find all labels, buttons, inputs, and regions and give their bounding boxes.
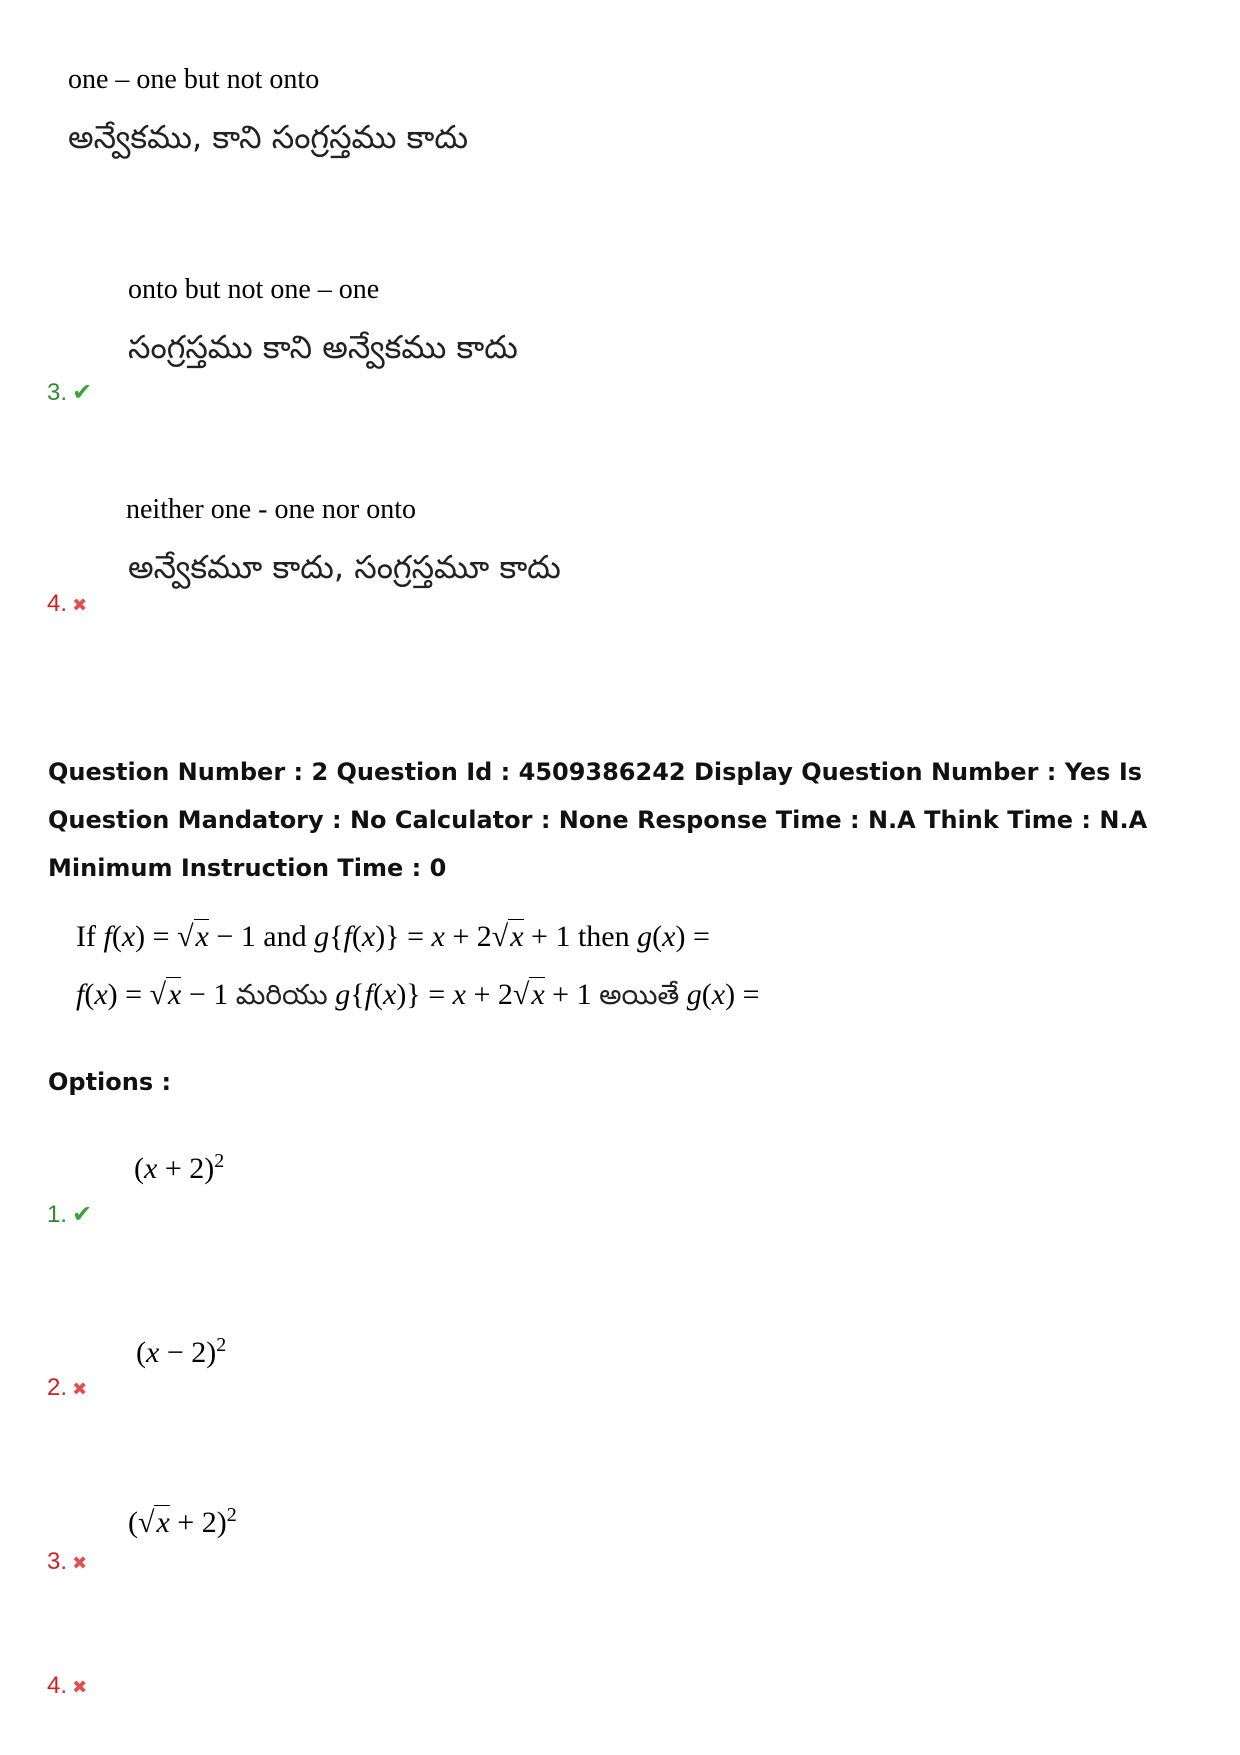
prev-option4-marker bbox=[47, 590, 87, 618]
prev-option2-telugu: అన్వేకము, కాని సంగ్రస్తము కాదు bbox=[68, 118, 469, 156]
question-and: and bbox=[263, 920, 307, 953]
question-te-and: మరియు bbox=[235, 978, 328, 1011]
option-2-math: $(x - 2)^2$ bbox=[136, 1334, 227, 1369]
prev-option4-number: 4. bbox=[47, 590, 68, 617]
prev-option3-english: onto but not one – one bbox=[128, 274, 380, 305]
prev-option4-telugu: అన్వేకమూ కాదు, సంగ్రస్తమూ కాదు bbox=[128, 548, 561, 586]
cross-icon: ✖ bbox=[72, 1379, 88, 1400]
options-label: Options : bbox=[48, 1068, 172, 1096]
check-icon: ✔ bbox=[72, 1200, 93, 1228]
option-2-number: 2. bbox=[47, 1374, 68, 1401]
prev-option2-english: one – one but not onto bbox=[68, 64, 320, 95]
cross-icon: ✖ bbox=[72, 1553, 88, 1574]
question-then: then bbox=[577, 920, 630, 953]
cross-icon: ✖ bbox=[72, 595, 88, 616]
question-text-telugu: f(x) = √x − 1 మరియు g{f(x)} = x + 2√x + 1 అయితే g(x) = bbox=[76, 978, 760, 1011]
question-if: If bbox=[76, 920, 96, 953]
prev-option3-telugu: సంగ్రస్తము కాని అన్వేకము కాదు bbox=[128, 328, 518, 366]
option-3-number: 3. bbox=[47, 1548, 68, 1575]
prev-option3-number: 3. bbox=[47, 379, 68, 406]
option-1-math: $(x + 2)^2$ bbox=[134, 1150, 225, 1185]
option-4-marker bbox=[47, 1672, 87, 1700]
question-meta: Question Number : 2 Question Id : 4509386242 Display Question Number : Yes Is Question Mandatory : No Calculator : None Response Time : N.A Think Time : N.A Minimum Instruction Time : 0 bbox=[48, 758, 1148, 882]
option-3-marker bbox=[47, 1548, 87, 1576]
option-4-number: 4. bbox=[47, 1672, 68, 1699]
cross-icon: ✖ bbox=[72, 1677, 88, 1698]
option-1-marker bbox=[47, 1200, 92, 1229]
prev-option4-english: neither one - one nor onto bbox=[126, 494, 417, 525]
question-te-then: అయితే bbox=[599, 978, 680, 1011]
option-3-math: $(√x + 2)^2$ bbox=[128, 1504, 237, 1539]
option-1-number: 1. bbox=[47, 1201, 68, 1228]
check-icon: ✔ bbox=[72, 378, 93, 406]
prev-option3-marker bbox=[47, 378, 92, 407]
question-text-english: If f(x) = √x − 1 and g{f(x)} = x + 2√x + 1 then g(x) = bbox=[76, 920, 710, 953]
option-2-marker bbox=[47, 1374, 87, 1402]
